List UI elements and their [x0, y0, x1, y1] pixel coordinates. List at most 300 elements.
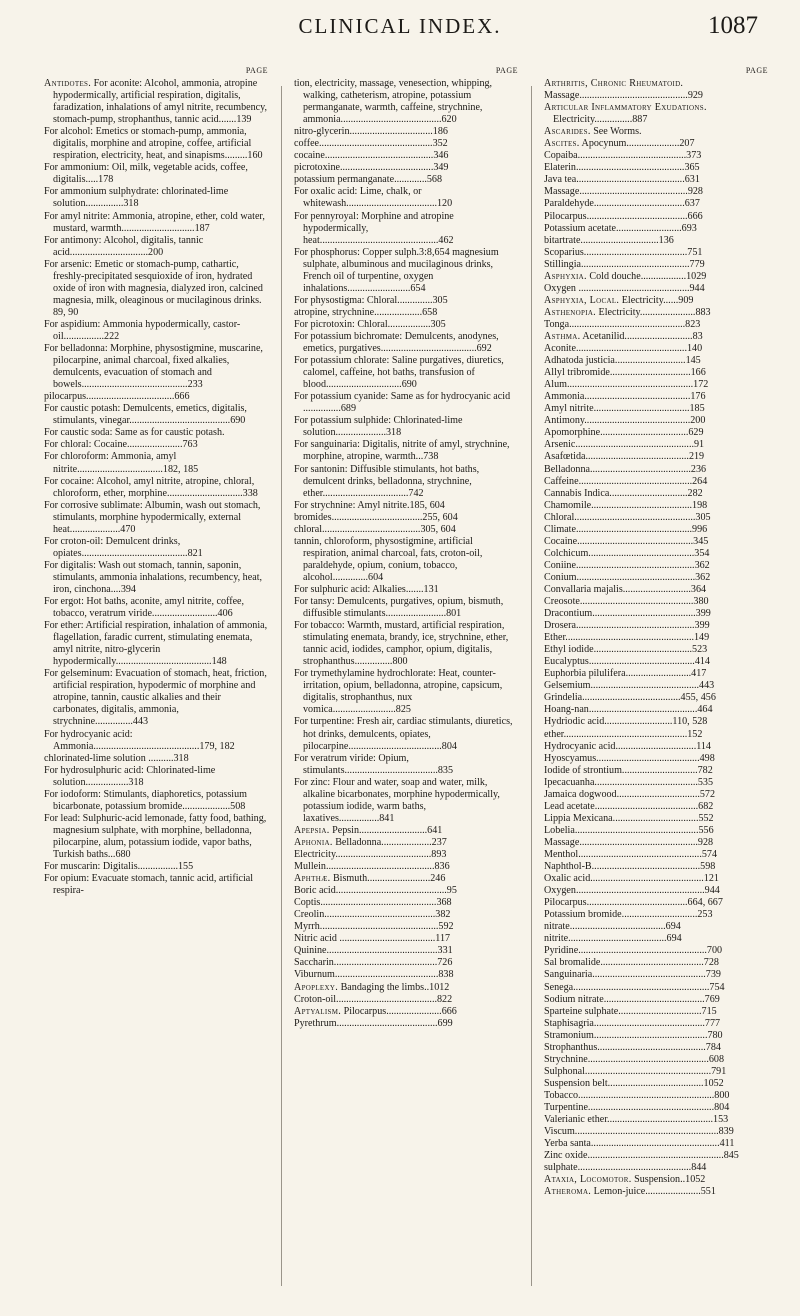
entry-heading: Arthritis, Chronic Rheumatoid.: [544, 78, 684, 89]
entry-text: tion, electricity, massage, venesection, whipping, walking, catheterism, atropine, potassium permanganate, warmth, caffeine, strychnine, ammonia........................................620: [294, 78, 493, 126]
index-entry: [544, 319, 768, 331]
index-entry: [544, 632, 768, 644]
entry-text: potassium permanganate.............568: [294, 174, 443, 186]
index-entry: [544, 126, 768, 138]
entry-text: Ammonia..........................................176: [544, 391, 706, 403]
entry-text: Bandaging the limbs..1012: [340, 981, 450, 993]
index-entry: [294, 536, 518, 584]
index-entry: [544, 427, 768, 439]
entry-text: For veratrum viride: Opium, stimulants.....................................835: [294, 752, 454, 776]
entry-text: bromides....................................255, 604: [294, 511, 458, 523]
index-entry: [544, 572, 768, 584]
index-entry: [294, 620, 518, 668]
index-entry: [544, 668, 768, 680]
entry-text: For muscarin: Digitalis................155: [44, 861, 194, 873]
entry-text: Euphorbia pilulifera..........................417: [544, 668, 707, 680]
entry-text: Viscum.........................................................839: [544, 1126, 734, 1138]
index-entry: [544, 921, 768, 933]
index-entry: [544, 1006, 768, 1018]
entry-text: For strychnine: Amyl nitrite.185, 604: [294, 499, 445, 511]
index-entry: [44, 536, 268, 560]
index-entry: [544, 777, 768, 789]
entry-text: For ergot: Hot baths, aconite, amyl nitrite, coffee, tobacco, veratrum viride..........................406: [44, 596, 245, 620]
index-entry: [294, 849, 518, 861]
entry-text: Oxalic acid.............................................121: [544, 873, 719, 885]
entry-text: Ipecacuanha.........................................535: [544, 776, 714, 788]
index-entry: [544, 813, 768, 825]
entry-text: nitrate......................................694: [544, 921, 681, 933]
index-entry: [44, 476, 268, 500]
entry-heading: Asphyxia, Local.: [544, 294, 620, 306]
index-entry: [44, 211, 268, 235]
index-entry: [294, 861, 518, 873]
entry-text: Aconite............................................140: [544, 343, 703, 355]
entry-text: Stramonium.............................................780: [544, 1029, 723, 1041]
entry-text: Sodium nitrate........................................769: [544, 993, 720, 1005]
index-entry: [294, 174, 518, 186]
entry-heading: Ataxia, Locomotor.: [544, 1174, 632, 1186]
entry-text: Amyl nitrite......................................185: [544, 403, 705, 415]
entry-text: For gelseminum: Evacuation of stomach, heat, friction, artificial respiration, hypodermic of morphine and atropine, tannin, caustic alkalies and their carbonates, digitalis, ammonia, strychnine...............443: [44, 668, 267, 728]
entry-text: Pyrethrum........................................699: [294, 1017, 453, 1029]
index-entry: [544, 1174, 768, 1186]
entry-text: Turpentine..................................................804: [544, 1101, 730, 1113]
entry-text: For trymethylamine hydrochlorate: Heat, counter-irritation, opium, belladonna, atropine, capsicum, digitalis, strophanthus, nux vomica.........................825: [294, 668, 503, 716]
entry-heading: Ascarides.: [544, 126, 591, 138]
entry-text: tannin, chloroform, physostigmine, artificial respiration, animal charcoal, fats, croton-oil, paraldehyde, opium, conium, tobacco, alcohol..............604: [294, 535, 483, 583]
index-entry: [294, 331, 518, 355]
column-divider: [281, 86, 282, 1286]
index-entry: [294, 150, 518, 162]
index-entry: [544, 235, 768, 247]
column-page-label: PAGE: [495, 66, 518, 75]
entry-text: nitro-glycerin.................................186: [294, 126, 448, 138]
entry-text: Tobacco......................................................800: [544, 1089, 730, 1101]
index-entry: [294, 307, 518, 319]
index-entry: [44, 500, 268, 536]
entry-text: Senega......................................................754: [544, 981, 725, 993]
entry-text: Antimony..........................................200: [544, 415, 706, 427]
entry-text: For aspidium: Ammonia hypodermically, castor-oil................222: [44, 318, 241, 342]
index-entry: [294, 415, 518, 439]
entry-text: Caffeine.............................................264: [544, 475, 708, 487]
entry-text: pilocarpus...................................666: [44, 391, 190, 403]
entry-heading: Asthma.: [544, 330, 581, 342]
entry-text: Quinine............................................331: [294, 945, 453, 957]
index-entry: [544, 1078, 768, 1090]
entry-text: Asafœtida.........................................219: [544, 451, 705, 463]
index-entry: [544, 1042, 768, 1054]
index-entry: [544, 78, 768, 90]
entry-text: Copaiba...........................................373: [544, 150, 702, 162]
index-entry: [544, 150, 768, 162]
entry-text: Lead acetate.........................................682: [544, 800, 714, 812]
index-entry: [294, 439, 518, 463]
page-title: CLINICAL INDEX.: [298, 14, 502, 38]
index-entry: [544, 307, 768, 319]
entry-heading: Ascites.: [544, 138, 580, 150]
entry-text: Grindelia.......................................455, 456: [544, 692, 716, 704]
entry-heading: Articular Inflammatory Exudations.: [544, 102, 707, 114]
entry-text: For potassium bichromate: Demulcents, anodynes, emetics, purgatives......................................692: [294, 330, 499, 355]
entry-text: Scoparius.........................................751: [544, 246, 703, 258]
index-entry: [544, 102, 768, 126]
entry-text: Electricity...............887: [553, 114, 648, 126]
index-entry: [544, 837, 768, 849]
index-entry: [544, 223, 768, 235]
entry-text: nitrite.......................................694: [544, 933, 682, 945]
entry-heading: Apoplexy.: [294, 981, 339, 993]
entry-text: For ether: Artificial respiration, inhalation of ammonia, flagellation, faradic current, stimulating enemata, amyl nitrite, nitro-glycerin hypodermically......................................148: [44, 620, 268, 668]
index-entry: [44, 126, 268, 162]
column-page-label: PAGE: [245, 66, 268, 75]
index-entry: [544, 403, 768, 415]
index-entry: [294, 78, 518, 126]
entry-text: Convallaria majalis...........................364: [544, 583, 707, 595]
entry-heading: Aptyalism.: [294, 1005, 342, 1017]
index-entry: [544, 295, 768, 307]
entry-text: For lead: Sulphuric-acid lemonade, fatty food, bathing, magnesium sulphate, with morphine, belladonna, pilocarpine, alum, potassium iodide, vapor baths, Turkish baths...680: [44, 812, 267, 860]
entry-text: chloral.......................................305, 604: [294, 523, 456, 535]
index-entry: [544, 1186, 768, 1198]
entry-text: For alcohol: Emetics or stomach-pump, ammonia, digitalis, morphine and atropine, coffee, artificial respiration, electricity, heat, and sinapisms.........160: [44, 126, 263, 162]
index-entry: [294, 957, 518, 969]
index-entry: [44, 765, 268, 789]
entry-text: Sal bromalide.........................................728: [544, 957, 719, 969]
index-entry: [294, 138, 518, 150]
entry-text: Cannabis Indica...............................282: [544, 487, 703, 499]
index-entry: [294, 825, 518, 837]
index-entry: [544, 849, 768, 861]
index-entry: [44, 186, 268, 210]
entry-text: For amyl nitrite: Ammonia, atropine, ether, cold water, mustard, warmth.............................187: [44, 210, 265, 234]
index-entry: [544, 765, 768, 777]
index-entry: [44, 319, 268, 343]
index-entry: [294, 753, 518, 777]
entry-text: Eucalyptus..........................................414: [544, 656, 710, 668]
entry-text: Pepsin...........................641: [332, 824, 443, 836]
entry-text: Menthol.................................................574: [544, 849, 717, 860]
entry-text: Electricity......................883: [598, 306, 711, 318]
index-entry: [294, 921, 518, 933]
entry-text: Dracontium.........................................399: [544, 608, 711, 620]
index-entry: [294, 909, 518, 921]
entry-text: For potassium cyanide: Same as for hydrocyanic acid ...............689: [294, 391, 511, 415]
index-entry: [294, 500, 518, 512]
entry-text: For aconite: Alcohol, ammonia, atropine hypodermically, artificial respiration, digitalis, faradization, inhalations of amyl nitrite, recumbency, stomach-pump, strophanthus, tannic acid.......139: [53, 78, 268, 126]
entry-text: For chloral: Cocaine......................763: [44, 439, 198, 451]
entry-text: Nitric acid ......................................117: [294, 933, 451, 945]
entry-text: Belladonna........................................236: [544, 463, 707, 475]
entry-text: For phosphorus: Copper sulph.3:8,654 magnesium sulphate, albuminous and mucilaginous drinks, French oil of turpentine, oxygen inhalations.........................654: [294, 246, 499, 294]
entry-text: Oxygen ............................................944: [544, 282, 705, 294]
entry-text: For chloroform: Ammonia, amyl nitrite..................................182, 185: [44, 451, 199, 475]
entry-text: Arsenic...............................................91: [544, 439, 705, 451]
entry-text: Croton-oil........................................822: [294, 993, 453, 1005]
page-header: [0, 8, 800, 42]
entry-text: For caustic potash: Demulcents, emetics, digitalis, stimulants, vinegar........................................690: [44, 403, 247, 427]
index-entry: [44, 729, 268, 753]
entry-text: atropine, strychnine...................658: [294, 306, 438, 318]
entry-text: Naphthol-B...........................................598: [544, 861, 716, 873]
index-entry: [544, 439, 768, 451]
index-entry: [44, 620, 268, 668]
index-entry: [544, 729, 768, 741]
index-entry: [294, 319, 518, 331]
index-entry: [294, 211, 518, 247]
index-entry: [544, 331, 768, 343]
entry-text: Hydriodic acid...........................110, 528: [544, 716, 708, 728]
entry-text: Electricity......................................893: [294, 849, 447, 860]
index-entry: [544, 909, 768, 921]
index-entry: [44, 596, 268, 620]
index-entry: [544, 259, 768, 271]
index-entry: [294, 295, 518, 307]
index-entry: [294, 512, 518, 524]
entry-text: For tansy: Demulcents, purgatives, opium, bismuth, diffusible stimulants........................801: [294, 596, 504, 620]
entry-text: Acetanilid...........................83: [582, 330, 703, 342]
entry-text: Apomorphine...................................629: [544, 427, 704, 439]
entry-text: Alum..................................................172: [544, 379, 709, 391]
index-entry: [544, 211, 768, 223]
index-entry: [294, 1006, 518, 1018]
entry-text: For hydrocyanic acid: Ammonia..........................................179, 182: [44, 728, 235, 752]
entry-text: Cocaine..............................................345: [544, 535, 709, 547]
entry-text: Colchicum..........................................354: [544, 547, 710, 559]
entry-text: For antimony: Alcohol, digitalis, tannic acid...............................200: [44, 234, 204, 258]
index-entry: [294, 716, 518, 752]
entry-text: Hydrocyanic acid................................114: [544, 740, 711, 752]
index-entry: [544, 982, 768, 994]
index-entry: [544, 536, 768, 548]
entry-text: For ammonium: Oil, milk, vegetable acids, coffee, digitalis.....178: [44, 162, 248, 186]
index-entry: [544, 1138, 768, 1150]
entry-text: For iodoform: Stimulants, diaphoretics, potassium bicarbonate, potassium bromide...................508: [44, 788, 247, 812]
index-entry: [544, 873, 768, 885]
entry-text: picrotoxine.....................................349: [294, 162, 449, 174]
entry-text: Hoang-nan...........................................464: [544, 704, 713, 716]
entry-text: cocaine...........................................346: [294, 150, 449, 162]
index-entry: [544, 1126, 768, 1138]
entry-text: Pilocarpus........................................666: [544, 210, 703, 222]
entry-heading: Asphyxia.: [544, 270, 587, 282]
index-entry: [44, 668, 268, 728]
entry-text: Ether...................................................149: [544, 632, 710, 644]
index-entry: [44, 162, 268, 186]
index-entry: [294, 464, 518, 500]
index-entry: [44, 235, 268, 259]
entry-text: Strychnine................................................608: [544, 1053, 724, 1065]
index-entry: [44, 391, 268, 403]
index-entry: [294, 897, 518, 909]
index-entry: [544, 1150, 768, 1162]
index-column-1: [44, 66, 268, 1306]
entry-text: For belladonna: Morphine, physostigmine, muscarine, pilocarpine, animal charcoal, fixed alkalies, demulcents, evacuation of stomach and bowels..........................................233: [44, 343, 263, 391]
entry-text: Java tea...........................................631: [544, 174, 700, 186]
index-column-2: [294, 66, 518, 1306]
entry-text: Drosera...............................................399: [544, 620, 710, 632]
index-entry: [44, 560, 268, 596]
entry-text: Chamomile........................................198: [544, 499, 708, 511]
entry-text: Creosote.............................................380: [544, 596, 709, 608]
entry-text: Strophanthus...........................................784: [544, 1041, 721, 1053]
index-entry: [544, 716, 768, 728]
entry-text: For sulphuric acid: Alkalies.......131: [294, 583, 439, 595]
index-entry: [544, 704, 768, 716]
index-entry: [544, 584, 768, 596]
index-entry: [544, 198, 768, 210]
entry-text: Stillingia...........................................779: [544, 258, 705, 270]
entry-text: Coniine...............................................362: [544, 559, 710, 571]
entry-text: Massage...........................................929: [544, 90, 703, 102]
index-entry: [544, 271, 768, 283]
index-entry: [294, 247, 518, 295]
index-entry: [544, 1030, 768, 1042]
entry-text: For pennyroyal: Morphine and atropine hypodermically, heat...............................................462: [294, 210, 454, 246]
index-entry: [544, 789, 768, 801]
entry-text: For potassium chlorate: Saline purgatives, diuretics, calomel, caffeine, hot baths, transfusion of blood..............................690: [294, 355, 504, 391]
index-entry: [544, 897, 768, 909]
index-entry: [294, 885, 518, 897]
index-entry: [44, 78, 268, 126]
entry-text: Electricity......909: [621, 294, 694, 306]
entry-text: Lemon-juice......................551: [593, 1186, 716, 1198]
index-entry: [44, 789, 268, 813]
index-entry: [544, 162, 768, 174]
column-page-label: PAGE: [745, 66, 768, 75]
entry-text: Massage...............................................928: [544, 836, 714, 848]
entry-text: Gelsemium...........................................443: [544, 680, 715, 692]
index-entry: [544, 620, 768, 632]
entry-text: Pyridine...................................................700: [544, 945, 723, 957]
index-entry: [44, 259, 268, 319]
index-entry: [294, 524, 518, 536]
index-entry: [294, 355, 518, 391]
index-entry: [294, 969, 518, 981]
index-entry: [544, 1054, 768, 1066]
index-entry: [544, 512, 768, 524]
entry-text: For digitalis: Wash out stomach, tannin, saponin, stimulants, ammonia inhalations, recumbency, heat, iron, cinchona....394: [44, 559, 263, 595]
index-entry: [544, 969, 768, 981]
index-entry: [544, 524, 768, 536]
entry-text: Pilocarpus......................666: [343, 1005, 457, 1017]
entry-text: Ethyl iodide.......................................523: [544, 644, 708, 656]
index-entry: [544, 596, 768, 608]
index-entry: [44, 813, 268, 861]
entry-text: Coptis..............................................368: [294, 897, 452, 909]
index-entry: [44, 439, 268, 451]
entry-heading: Aphthæ.: [294, 873, 331, 885]
entry-text: bitartrate...............................136: [544, 234, 674, 246]
entry-text: Cold douche..................1029: [589, 270, 707, 282]
entry-text: Apocynum.....................207: [581, 138, 695, 150]
entry-text: Belladonna....................237: [335, 836, 447, 848]
entry-text: ether.................................................152: [544, 728, 703, 740]
entry-text: Mullein...........................................836: [294, 861, 450, 873]
index-entry: [544, 861, 768, 873]
index-entry: [544, 753, 768, 765]
entry-text: For potassium sulphide: Chlorinated-lime solution....................318: [294, 415, 463, 439]
index-entry: [544, 825, 768, 837]
entry-text: Paraldehyde....................................637: [544, 198, 700, 210]
index-entry: [544, 391, 768, 403]
index-entry: [544, 1018, 768, 1030]
index-entry: [544, 1066, 768, 1078]
entry-text: Creolin............................................382: [294, 909, 451, 921]
entry-text: Staphisagria............................................777: [544, 1017, 721, 1029]
index-entry: [544, 476, 768, 488]
entry-text: Pilocarpus........................................664, 667: [544, 897, 723, 909]
entry-text: Lobelia.................................................556: [544, 824, 714, 836]
index-entry: [544, 680, 768, 692]
index-entry: [544, 174, 768, 186]
index-entry: [294, 777, 518, 825]
entry-text: For zinc: Flour and water, soap and water, milk, alkaline bicarbonates, morphine hypodermically, potassium iodide, warm baths, laxatives................841: [294, 776, 500, 824]
entry-text: sulphate.............................................844: [544, 1162, 707, 1174]
entry-text: Hyoscyamus.........................................498: [544, 752, 715, 764]
entry-text: Massage...........................................928: [544, 186, 703, 198]
index-entry: [544, 247, 768, 259]
entry-heading: Aphonia.: [294, 836, 333, 848]
entry-text: For opium: Evacuate stomach, tannic acid, artificial respira-: [44, 873, 254, 897]
entry-text: Sparteine sulphate.................................715: [544, 1005, 717, 1017]
index-entry: [294, 162, 518, 174]
index-entry: [544, 355, 768, 367]
index-entry: [544, 186, 768, 198]
index-entry: [544, 644, 768, 656]
entry-text: For santonin: Diffusible stimulants, hot baths, demulcent drinks, belladonna, strychnine, ether..................................742: [294, 463, 480, 499]
entry-text: For tobacco: Warmth, mustard, artificial respiration, stimulating enemata, brandy, ice, strychnine, ether, tannic acid, iodides, camphor, opium, digitalis, strophanthus...............800: [294, 620, 509, 668]
index-entry: [44, 451, 268, 475]
index-entry: [544, 500, 768, 512]
entry-text: Yerba santa...................................................411: [544, 1138, 735, 1150]
index-entry: [544, 1114, 768, 1126]
index-entry: [544, 741, 768, 753]
entry-text: For ammonium sulphydrate: chlorinated-lime solution...............318: [44, 186, 229, 210]
index-entry: [544, 548, 768, 560]
entry-text: For oxalic acid: Lime, chalk, or whitewash....................................120: [294, 186, 453, 210]
entry-text: For croton-oil: Demulcent drinks, opiates..........................................821: [44, 535, 203, 559]
index-entry: [544, 608, 768, 620]
index-entry: [294, 596, 518, 620]
index-entry: [294, 668, 518, 716]
index-entry: [544, 90, 768, 102]
entry-text: Oxygen...................................................944: [544, 885, 720, 897]
column-divider: [531, 86, 532, 1286]
index-entry: [544, 138, 768, 150]
entry-heading: Apepsia.: [294, 824, 330, 836]
index-entry: [544, 451, 768, 463]
entry-text: Bismuth.........................246: [332, 873, 446, 885]
entry-text: Viburnum.........................................838: [294, 969, 454, 981]
index-entry: [294, 391, 518, 415]
index-entry: [544, 885, 768, 897]
index-entry: [294, 1018, 518, 1030]
index-entry: [544, 957, 768, 969]
entry-text: Myrrh...............................................592: [294, 921, 454, 933]
index-entry: [294, 837, 518, 849]
index-entry: [544, 1102, 768, 1114]
index-entry: [544, 1090, 768, 1102]
index-entry: [544, 945, 768, 957]
index-entry: [44, 427, 268, 439]
entry-text: For physostigma: Chloral..............305: [294, 294, 448, 306]
entry-text: Lippia Mexicana..................................552: [544, 812, 714, 824]
index-entry: [294, 873, 518, 885]
entry-text: Adhatoda justicia............................145: [544, 355, 701, 367]
index-entry: [294, 945, 518, 957]
index-entry: [544, 560, 768, 572]
